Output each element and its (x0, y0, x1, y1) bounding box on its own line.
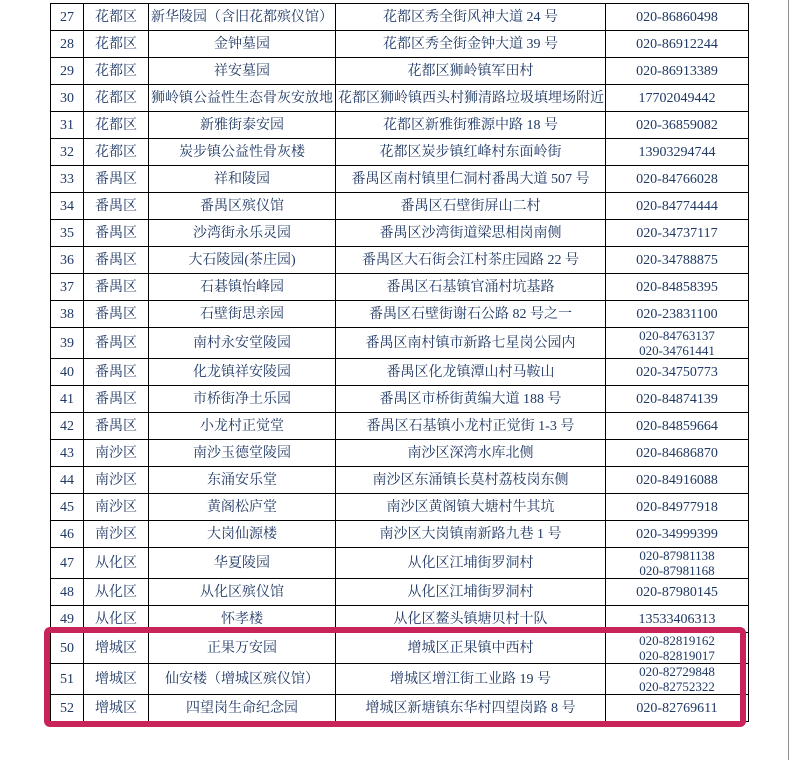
facility-name-cell: 狮岭镇公益性生态骨灰安放地 (149, 85, 336, 112)
district-cell: 番禺区 (84, 359, 149, 386)
district-cell: 花都区 (84, 112, 149, 139)
table-row (51, 521, 749, 548)
table-row (51, 247, 749, 274)
phone-cell (606, 328, 749, 359)
district-cell: 花都区 (84, 58, 149, 85)
row-number-cell: 44 (51, 467, 84, 494)
facility-name-cell: 新雅街泰安园 (149, 112, 336, 139)
table-row (51, 664, 749, 695)
facility-name-cell: 黄阁松庐堂 (149, 494, 336, 521)
table-row (51, 606, 749, 633)
address-cell: 从化区江埔街罗洞村 (336, 548, 606, 579)
table-row (51, 413, 749, 440)
address-cell: 番禺区石基镇小龙村正觉街 1-3 号 (336, 413, 606, 440)
district-cell: 增城区 (84, 633, 149, 664)
facility-name-cell: 化龙镇祥安陵园 (149, 359, 336, 386)
address-cell: 番禺区化龙镇潭山村马鞍山 (336, 359, 606, 386)
address-cell: 南沙区东涌镇长莫村荔枝岗东侧 (336, 467, 606, 494)
table-row (51, 548, 749, 579)
row-number-cell: 48 (51, 579, 84, 606)
facility-name-cell: 市桥街净土乐园 (149, 386, 336, 413)
facility-name-cell: 大岗仙源楼 (149, 521, 336, 548)
district-cell: 番禺区 (84, 166, 149, 193)
phone-cell: 020-84686870 (606, 440, 749, 467)
address-cell: 番禺区大石街会江村茶庄园路 22 号 (336, 247, 606, 274)
table-row (51, 494, 749, 521)
row-number-cell: 31 (51, 112, 84, 139)
facility-name-cell: 华夏陵园 (149, 548, 336, 579)
district-cell: 花都区 (84, 85, 149, 112)
phone-cell: 020-23831100 (606, 301, 749, 328)
phone-number: 020-34761441 (639, 343, 715, 358)
address-cell: 花都区新雅街雅源中路 18 号 (336, 112, 606, 139)
row-number-cell: 36 (51, 247, 84, 274)
phone-number: 020-82819162 (639, 633, 715, 648)
address-cell: 花都区炭步镇红峰村东面岭街 (336, 139, 606, 166)
phone-cell: 020-36859082 (606, 112, 749, 139)
district-cell: 番禺区 (84, 386, 149, 413)
facility-name-cell: 小龙村正觉堂 (149, 413, 336, 440)
table-row (51, 695, 749, 722)
facility-table (50, 3, 749, 722)
row-number-cell: 43 (51, 440, 84, 467)
address-cell: 增城区新塘镇东华村四望岗路 8 号 (336, 695, 606, 722)
district-cell: 从化区 (84, 579, 149, 606)
table-row (51, 4, 749, 31)
row-number-cell: 39 (51, 328, 84, 359)
district-cell: 增城区 (84, 695, 149, 722)
phone-cell: 020-84874139 (606, 386, 749, 413)
phone-cell: 020-34788875 (606, 247, 749, 274)
table-row (51, 633, 749, 664)
district-cell: 从化区 (84, 548, 149, 579)
facility-name-cell: 大石陵园(茶庄园) (149, 247, 336, 274)
phone-cell: 13533406313 (606, 606, 749, 633)
address-cell: 番禺区市桥街黄编大道 188 号 (336, 386, 606, 413)
phone-number: 020-87981168 (639, 563, 715, 578)
address-cell: 花都区狮岭镇军田村 (336, 58, 606, 85)
address-cell: 花都区秀全街风神大道 24 号 (336, 4, 606, 31)
facility-name-cell: 南村永安堂陵园 (149, 328, 336, 359)
row-number-cell: 38 (51, 301, 84, 328)
address-cell: 番禺区石基镇官涌村坑基路 (336, 274, 606, 301)
row-number-cell: 37 (51, 274, 84, 301)
phone-cell: 020-84858395 (606, 274, 749, 301)
facility-name-cell: 从化区殡仪馆 (149, 579, 336, 606)
phone-cell: 020-86860498 (606, 4, 749, 31)
facility-name-cell: 正果万安园 (149, 633, 336, 664)
facility-name-cell: 四望岗生命纪念园 (149, 695, 336, 722)
row-number-cell: 42 (51, 413, 84, 440)
row-number-cell: 27 (51, 4, 84, 31)
facility-name-cell: 仙安楼（增城区殡仪馆） (149, 664, 336, 695)
district-cell: 番禺区 (84, 328, 149, 359)
facility-name-cell: 番禺区殡仪馆 (149, 193, 336, 220)
phone-cell: 020-87980145 (606, 579, 749, 606)
address-cell: 番禺区石壁街屏山二村 (336, 193, 606, 220)
facility-name-cell: 炭步镇公益性骨灰楼 (149, 139, 336, 166)
phone-cell: 020-86913389 (606, 58, 749, 85)
facility-name-cell: 石壁街思亲园 (149, 301, 336, 328)
address-cell: 南沙区深湾水库北侧 (336, 440, 606, 467)
row-number-cell: 33 (51, 166, 84, 193)
table-row (51, 274, 749, 301)
district-cell: 从化区 (84, 606, 149, 633)
phone-cell (606, 548, 749, 579)
phone-cell: 13903294744 (606, 139, 749, 166)
phone-cell (606, 633, 749, 664)
row-number-cell: 47 (51, 548, 84, 579)
district-cell: 番禺区 (84, 274, 149, 301)
phone-cell (606, 664, 749, 695)
address-cell: 番禺区沙湾街道梁思相岗南侧 (336, 220, 606, 247)
table-row (51, 112, 749, 139)
row-number-cell: 46 (51, 521, 84, 548)
phone-cell: 020-84859664 (606, 413, 749, 440)
district-cell: 增城区 (84, 664, 149, 695)
address-cell: 番禺区南村镇里仁洞村番禺大道 507 号 (336, 166, 606, 193)
table-row (51, 166, 749, 193)
phone-cell: 020-82769611 (606, 695, 749, 722)
phone-cell: 020-84977918 (606, 494, 749, 521)
district-cell: 番禺区 (84, 220, 149, 247)
district-cell: 南沙区 (84, 494, 149, 521)
phone-cell: 020-34999399 (606, 521, 749, 548)
table-row (51, 193, 749, 220)
facility-name-cell: 沙湾街永乐灵园 (149, 220, 336, 247)
address-cell: 南沙区大岗镇南新路九巷 1 号 (336, 521, 606, 548)
phone-cell: 020-84766028 (606, 166, 749, 193)
phone-cell: 020-34750773 (606, 359, 749, 386)
district-cell: 番禺区 (84, 193, 149, 220)
facility-name-cell: 祥和陵园 (149, 166, 336, 193)
phone-number: 020-82752322 (639, 679, 715, 694)
table-row (51, 220, 749, 247)
table-row (51, 440, 749, 467)
table-row (51, 359, 749, 386)
table-row (51, 386, 749, 413)
table-row (51, 58, 749, 85)
table-body (51, 4, 749, 722)
row-number-cell: 45 (51, 494, 84, 521)
address-cell: 番禺区石壁街谢石公路 82 号之一 (336, 301, 606, 328)
phone-cell: 020-86912244 (606, 31, 749, 58)
facility-name-cell: 东涌安乐堂 (149, 467, 336, 494)
row-number-cell: 28 (51, 31, 84, 58)
address-cell: 番禺区南村镇市新路七星岗公园内 (336, 328, 606, 359)
table-row (51, 328, 749, 359)
address-cell: 南沙区黄阁镇大塘村牛其坑 (336, 494, 606, 521)
table-row (51, 301, 749, 328)
address-cell: 花都区秀全街金钟大道 39 号 (336, 31, 606, 58)
row-number-cell: 35 (51, 220, 84, 247)
page-edge-line (788, 0, 789, 760)
district-cell: 花都区 (84, 31, 149, 58)
facility-name-cell: 石碁镇怡峰园 (149, 274, 336, 301)
district-cell: 南沙区 (84, 440, 149, 467)
district-cell: 花都区 (84, 4, 149, 31)
facility-name-cell: 新华陵园（含旧花都殡仪馆） (149, 4, 336, 31)
phone-number: 020-82819017 (639, 648, 715, 663)
address-cell: 从化区鳌头镇塘贝村十队 (336, 606, 606, 633)
district-cell: 南沙区 (84, 521, 149, 548)
facility-name-cell: 金钟墓园 (149, 31, 336, 58)
facility-name-cell: 怀孝楼 (149, 606, 336, 633)
phone-number: 020-87981138 (639, 548, 715, 563)
district-cell: 南沙区 (84, 467, 149, 494)
address-cell: 增城区正果镇中西村 (336, 633, 606, 664)
facility-name-cell: 南沙玉德堂陵园 (149, 440, 336, 467)
district-cell: 番禺区 (84, 247, 149, 274)
table-row (51, 31, 749, 58)
row-number-cell: 30 (51, 85, 84, 112)
row-number-cell: 49 (51, 606, 84, 633)
phone-cell: 17702049442 (606, 85, 749, 112)
district-cell: 番禺区 (84, 413, 149, 440)
facility-name-cell: 祥安墓园 (149, 58, 336, 85)
district-cell: 花都区 (84, 139, 149, 166)
table-row (51, 579, 749, 606)
row-number-cell: 40 (51, 359, 84, 386)
row-number-cell: 52 (51, 695, 84, 722)
phone-cell: 020-84774444 (606, 193, 749, 220)
address-cell: 花都区狮岭镇西头村狮清路垃圾填埋场附近 (336, 85, 606, 112)
phone-number: 020-82729848 (639, 664, 715, 679)
phone-cell: 020-84916088 (606, 467, 749, 494)
row-number-cell: 50 (51, 633, 84, 664)
row-number-cell: 41 (51, 386, 84, 413)
phone-number: 020-84763137 (639, 328, 715, 343)
address-cell: 增城区增江街工业路 19 号 (336, 664, 606, 695)
row-number-cell: 51 (51, 664, 84, 695)
row-number-cell: 34 (51, 193, 84, 220)
phone-cell: 020-34737117 (606, 220, 749, 247)
address-cell: 从化区江埔街罗洞村 (336, 579, 606, 606)
row-number-cell: 29 (51, 58, 84, 85)
district-cell: 番禺区 (84, 301, 149, 328)
table-row (51, 85, 749, 112)
table-row (51, 139, 749, 166)
table-row (51, 467, 749, 494)
row-number-cell: 32 (51, 139, 84, 166)
